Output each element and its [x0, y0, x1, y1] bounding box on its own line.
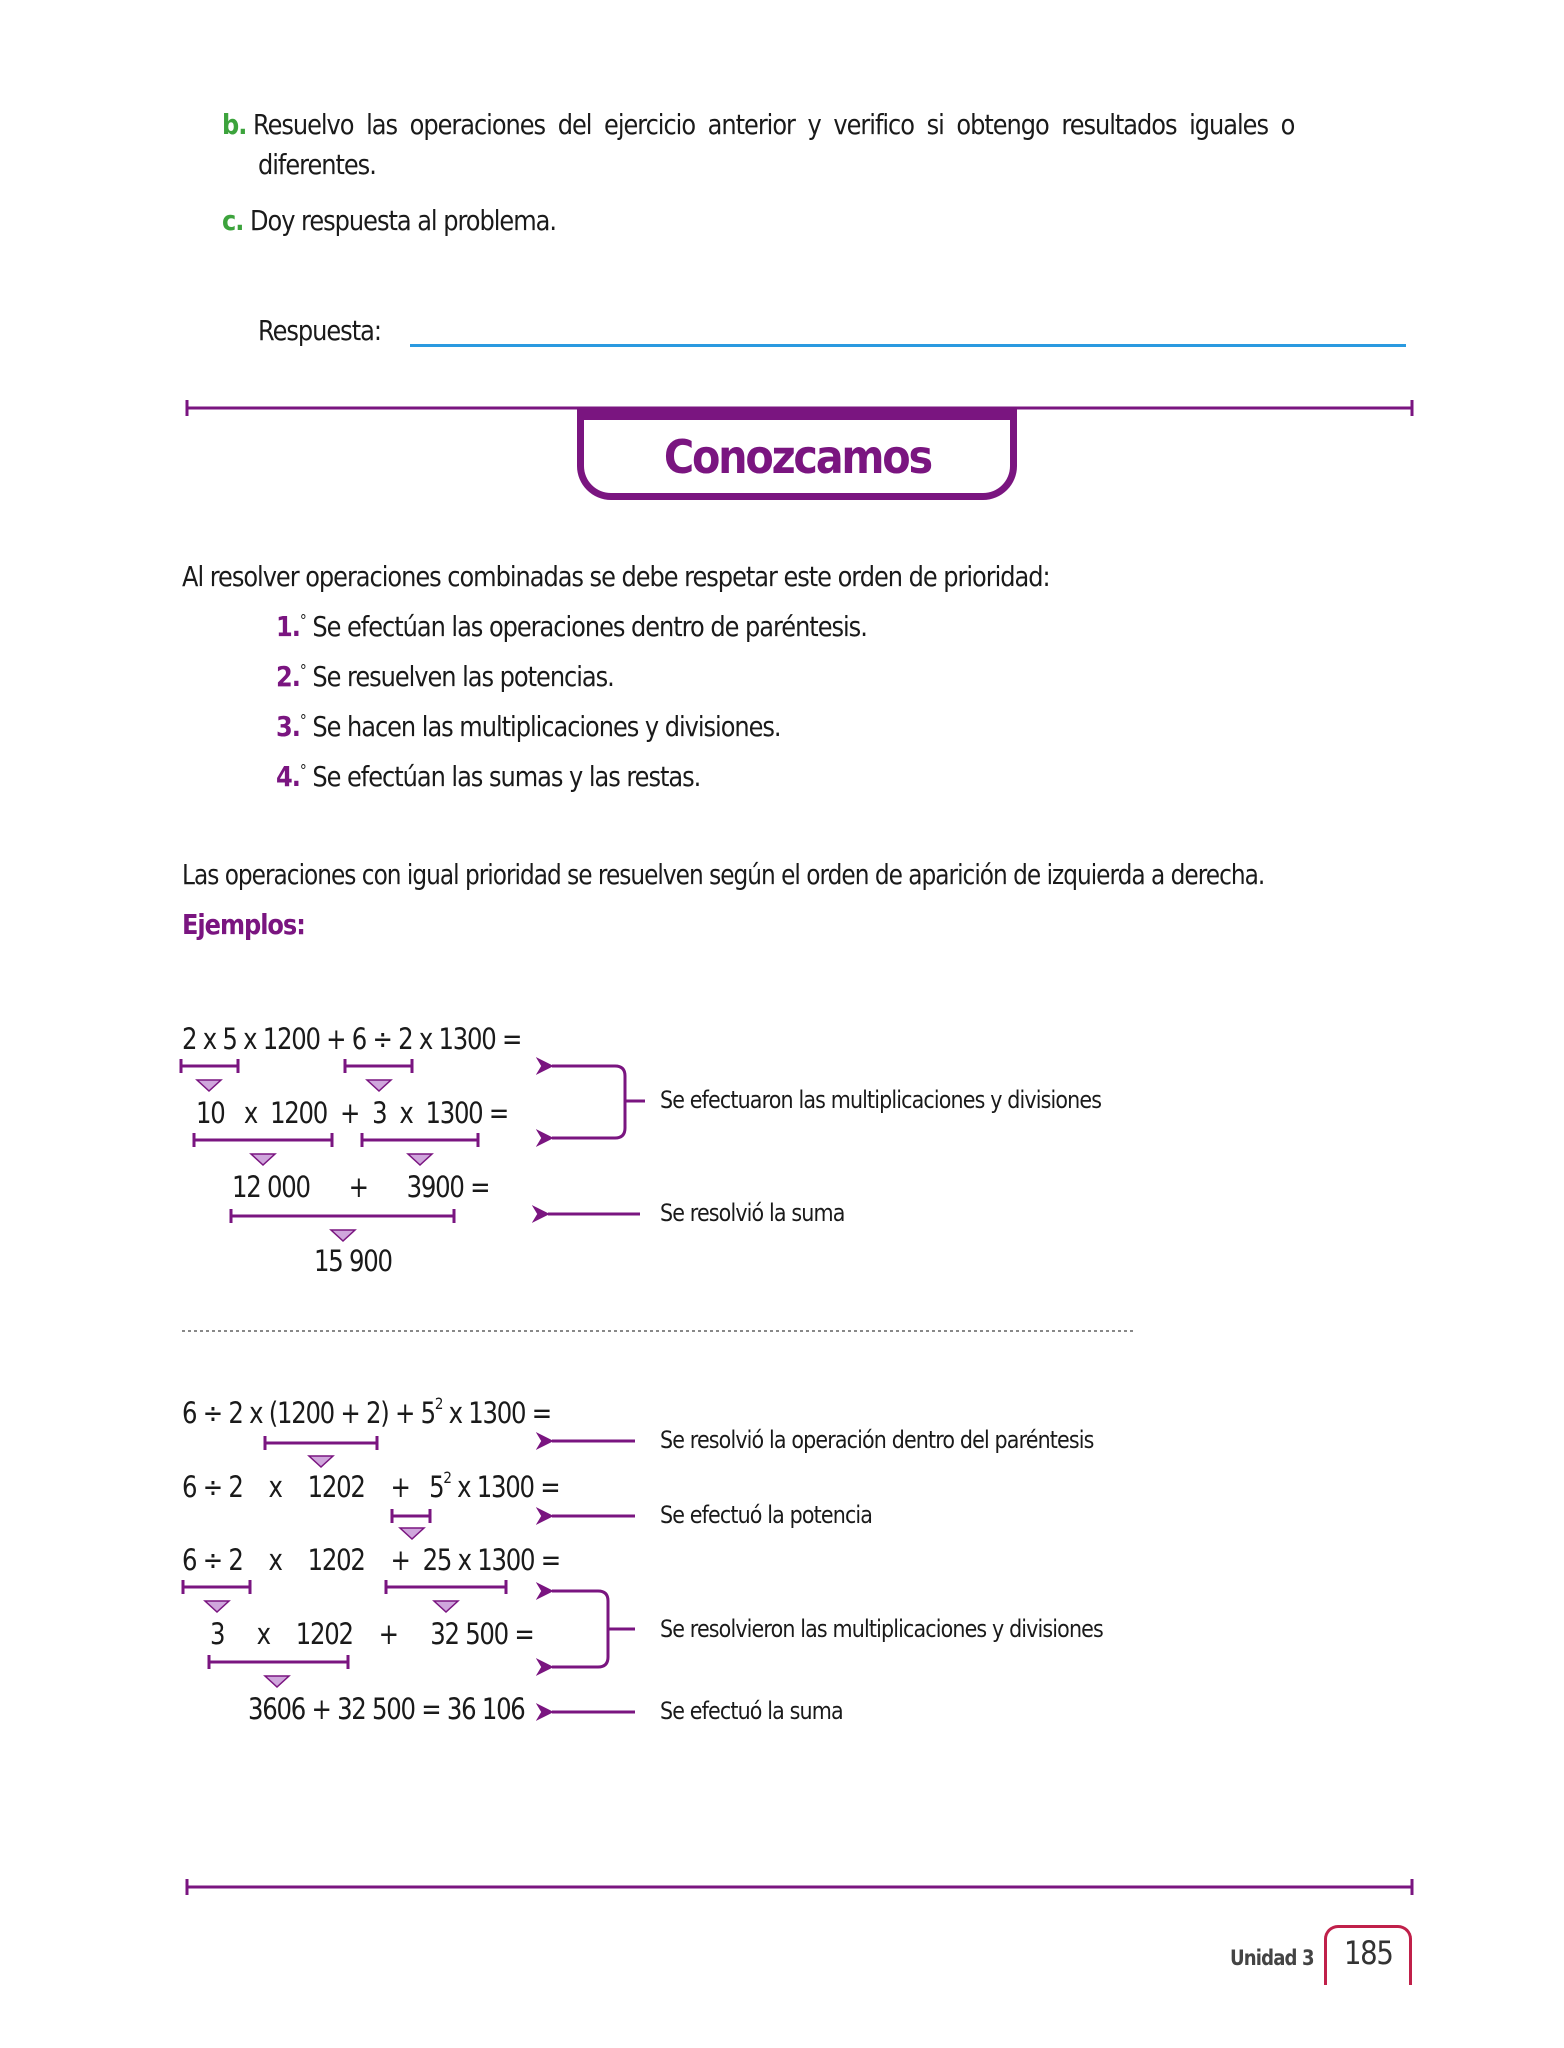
ex2-annotation-4: Se efectuó la suma — [660, 1697, 843, 1725]
ex2-annotation-1: Se resolvió la operación dentro del paréntesis — [660, 1426, 1094, 1454]
ex1-line-1: 2 x 5 x 1200 + 6 ÷ 2 x 1300 = — [182, 1022, 522, 1056]
down-triangle-icon — [197, 1080, 221, 1091]
down-triangle-icon — [251, 1154, 275, 1165]
page-number-box — [1324, 1925, 1412, 1985]
item-text: Resuelvo las operaciones del ejercicio anterior y verifico si obtengo resultados iguales o — [252, 108, 1295, 141]
bracket — [209, 1655, 348, 1669]
intro-text: Al resolver operaciones combinadas se debe respetar este orden de prioridad: — [182, 560, 1050, 593]
bracket — [194, 1133, 332, 1147]
item-text: Doy respuesta al problema. — [249, 204, 556, 237]
ex1-line-2: 10 x 1200 + 3 x 1300 = — [196, 1096, 509, 1130]
down-triangle-icon — [367, 1080, 391, 1091]
ex1-line-4: 15 900 — [314, 1244, 392, 1278]
bracket — [181, 1059, 238, 1073]
ex1-annotation-2: Se resolvió la suma — [660, 1199, 845, 1227]
examples-label: Ejemplos: — [182, 908, 305, 941]
item-letter: b. — [222, 108, 247, 141]
ex1-annotation-1: Se efectuaron las multiplicaciones y divisiones — [660, 1086, 1102, 1114]
bracket — [345, 1059, 412, 1073]
ex2-line-1: 6 ÷ 2 x $(1200 + 2) + 5^2$ x 1300 = — [182, 1394, 551, 1430]
exercise-item-b-cont: diferentes. — [258, 148, 376, 181]
unit-label: Unidad 3 — [1230, 1946, 1314, 1970]
item-letter: c. — [222, 204, 244, 237]
bracket — [265, 1436, 377, 1450]
step-4: 4.° Se efectúan las sumas y las restas. — [276, 760, 701, 793]
section-title: Conozcamos — [663, 429, 931, 484]
down-triangle-icon — [205, 1601, 229, 1612]
ex1-line-3: 12 000 + 3900 = — [232, 1170, 490, 1204]
ex2-annotation-2: Se efectuó la potencia — [660, 1501, 873, 1529]
step-2: 2.° Se resuelven las potencias. — [276, 660, 614, 693]
example2-arrows — [552, 1441, 635, 1712]
down-triangle-icon — [331, 1230, 355, 1241]
brace-arrow-icon — [552, 1066, 625, 1101]
bottom-divider — [187, 1879, 1412, 1895]
bracket — [386, 1580, 506, 1594]
down-triangle-icon — [434, 1601, 458, 1612]
ex2-annotation-3: Se resolvieron las multiplicaciones y divisiones — [660, 1615, 1103, 1643]
step-3: 3.° Se hacen las multiplicaciones y divisiones. — [276, 710, 781, 743]
ex2-line-3: 6 ÷ 2 x 1202 + 25 x 1300 = — [182, 1543, 560, 1577]
bracket — [392, 1509, 430, 1523]
down-triangle-icon — [408, 1154, 432, 1165]
section-title-tab — [577, 408, 1017, 500]
bracket — [362, 1133, 478, 1147]
answer-label: Respuesta: — [258, 314, 381, 347]
example1-arrows — [548, 1066, 645, 1214]
ex2-line-5: 3606 + 32 500 = 36 106 — [248, 1692, 525, 1726]
bracket — [231, 1209, 454, 1223]
step-1: 1.° Se efectúan las operaciones dentro de paréntesis. — [276, 610, 867, 643]
brace-arrow-icon — [552, 1629, 608, 1667]
brace-arrow-icon — [552, 1591, 608, 1629]
down-triangle-icon — [309, 1456, 333, 1467]
ex2-line-4: 3 x 1202 + 32 500 = — [210, 1617, 534, 1651]
down-triangle-icon — [265, 1676, 289, 1687]
down-triangle-icon — [400, 1528, 424, 1539]
brace-arrow-icon — [552, 1101, 625, 1138]
ex2-line-2: 6 ÷ 2 x 1202 + $5^2$ x 1300 = — [182, 1468, 560, 1504]
rule-text: Las operaciones con igual prioridad se resuelven según el orden de aparición de izquierda a derecha. — [182, 858, 1265, 891]
bracket — [183, 1580, 250, 1594]
page-number: 185 — [1343, 1934, 1393, 1972]
